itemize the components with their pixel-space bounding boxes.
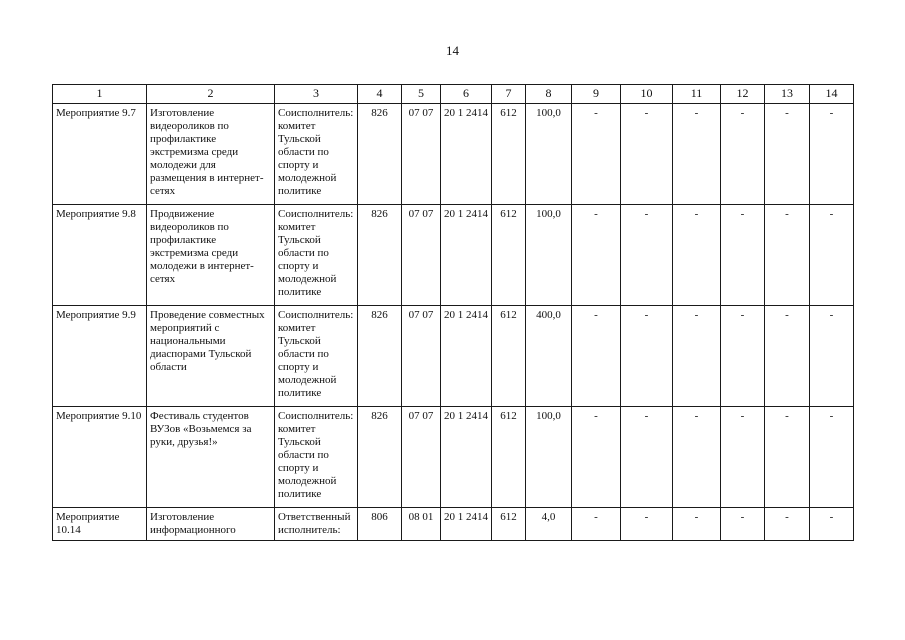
value-cell: -	[765, 306, 810, 407]
header-row	[53, 85, 854, 104]
column-header: 2	[147, 85, 275, 104]
target-article-cell: 20 1 2414	[441, 104, 492, 205]
value-cell: -	[810, 205, 854, 306]
value-cell: -	[621, 407, 673, 508]
value-cell: -	[572, 407, 621, 508]
executor-cell: Соисполнитель: комитет Тульской области по спорту и молодежной политике	[275, 306, 358, 407]
column-header: 5	[402, 85, 441, 104]
target-article-cell: 20 1 2414	[441, 508, 492, 541]
code-cell: 806	[358, 508, 402, 541]
column-header: 4	[358, 85, 402, 104]
event-cell: Мероприятие 9.9	[53, 306, 147, 407]
value-cell: -	[721, 104, 765, 205]
value-cell: -	[572, 508, 621, 541]
section-cell: 07 07	[402, 104, 441, 205]
value-cell: -	[765, 508, 810, 541]
table-row	[53, 407, 854, 508]
value-cell: -	[765, 407, 810, 508]
expense-type-cell: 612	[492, 407, 526, 508]
target-article-cell: 20 1 2414	[441, 407, 492, 508]
table-row	[53, 306, 854, 407]
column-header: 7	[492, 85, 526, 104]
value-cell: -	[765, 205, 810, 306]
executor-cell: Ответственный исполнитель:	[275, 508, 358, 541]
value-cell: -	[673, 306, 721, 407]
column-header: 8	[526, 85, 572, 104]
column-header: 6	[441, 85, 492, 104]
value-cell: -	[721, 205, 765, 306]
event-cell: Мероприятие 9.8	[53, 205, 147, 306]
value-cell: -	[721, 306, 765, 407]
executor-cell: Соисполнитель: комитет Тульской области по спорту и молодежной политике	[275, 205, 358, 306]
event-cell: Мероприятие 10.14	[53, 508, 147, 541]
amount-cell: 100,0	[526, 205, 572, 306]
value-cell: -	[810, 104, 854, 205]
value-cell: -	[572, 306, 621, 407]
amount-cell: 100,0	[526, 407, 572, 508]
page-number: 14	[446, 43, 459, 58]
value-cell: -	[810, 306, 854, 407]
value-cell: -	[572, 104, 621, 205]
column-header: 10	[621, 85, 673, 104]
code-cell: 826	[358, 306, 402, 407]
table-row	[53, 205, 854, 306]
executor-cell: Соисполнитель: комитет Тульской области по спорту и молодежной политике	[275, 407, 358, 508]
column-header: 11	[673, 85, 721, 104]
column-header: 12	[721, 85, 765, 104]
value-cell: -	[810, 407, 854, 508]
value-cell: -	[673, 407, 721, 508]
expense-type-cell: 612	[492, 306, 526, 407]
table-row	[53, 508, 854, 541]
code-cell: 826	[358, 407, 402, 508]
event-name-cell: Фестиваль студентов ВУЗов «Возьмемся за руки, друзья!»	[147, 407, 275, 508]
section-cell: 07 07	[402, 205, 441, 306]
table-row	[53, 104, 854, 205]
budget-table	[52, 84, 854, 541]
expense-type-cell: 612	[492, 508, 526, 541]
column-header: 14	[810, 85, 854, 104]
event-cell: Мероприятие 9.7	[53, 104, 147, 205]
section-cell: 07 07	[402, 306, 441, 407]
event-cell: Мероприятие 9.10	[53, 407, 147, 508]
column-header: 9	[572, 85, 621, 104]
event-name-cell: Проведение совместных мероприятий с национальными диаспорами Тульской области	[147, 306, 275, 407]
amount-cell: 100,0	[526, 104, 572, 205]
expense-type-cell: 612	[492, 205, 526, 306]
expense-type-cell: 612	[492, 104, 526, 205]
amount-cell: 400,0	[526, 306, 572, 407]
event-name-cell: Изготовление информационного	[147, 508, 275, 541]
value-cell: -	[721, 508, 765, 541]
target-article-cell: 20 1 2414	[441, 205, 492, 306]
column-header: 13	[765, 85, 810, 104]
column-header: 1	[53, 85, 147, 104]
amount-cell: 4,0	[526, 508, 572, 541]
column-header: 3	[275, 85, 358, 104]
code-cell: 826	[358, 205, 402, 306]
value-cell: -	[621, 508, 673, 541]
value-cell: -	[810, 508, 854, 541]
value-cell: -	[572, 205, 621, 306]
value-cell: -	[673, 508, 721, 541]
executor-cell: Соисполнитель: комитет Тульской области по спорту и молодежной политике	[275, 104, 358, 205]
section-cell: 07 07	[402, 407, 441, 508]
target-article-cell: 20 1 2414	[441, 306, 492, 407]
value-cell: -	[765, 104, 810, 205]
value-cell: -	[621, 104, 673, 205]
event-name-cell: Изготовление видеороликов по профилактике экстремизма среди молодежи для размещения в интернет-сетях	[147, 104, 275, 205]
value-cell: -	[721, 407, 765, 508]
value-cell: -	[673, 205, 721, 306]
value-cell: -	[621, 205, 673, 306]
value-cell: -	[673, 104, 721, 205]
code-cell: 826	[358, 104, 402, 205]
section-cell: 08 01	[402, 508, 441, 541]
event-name-cell: Продвижение видеороликов по профилактике экстремизма среди молодежи в интернет-сетях	[147, 205, 275, 306]
value-cell: -	[621, 306, 673, 407]
